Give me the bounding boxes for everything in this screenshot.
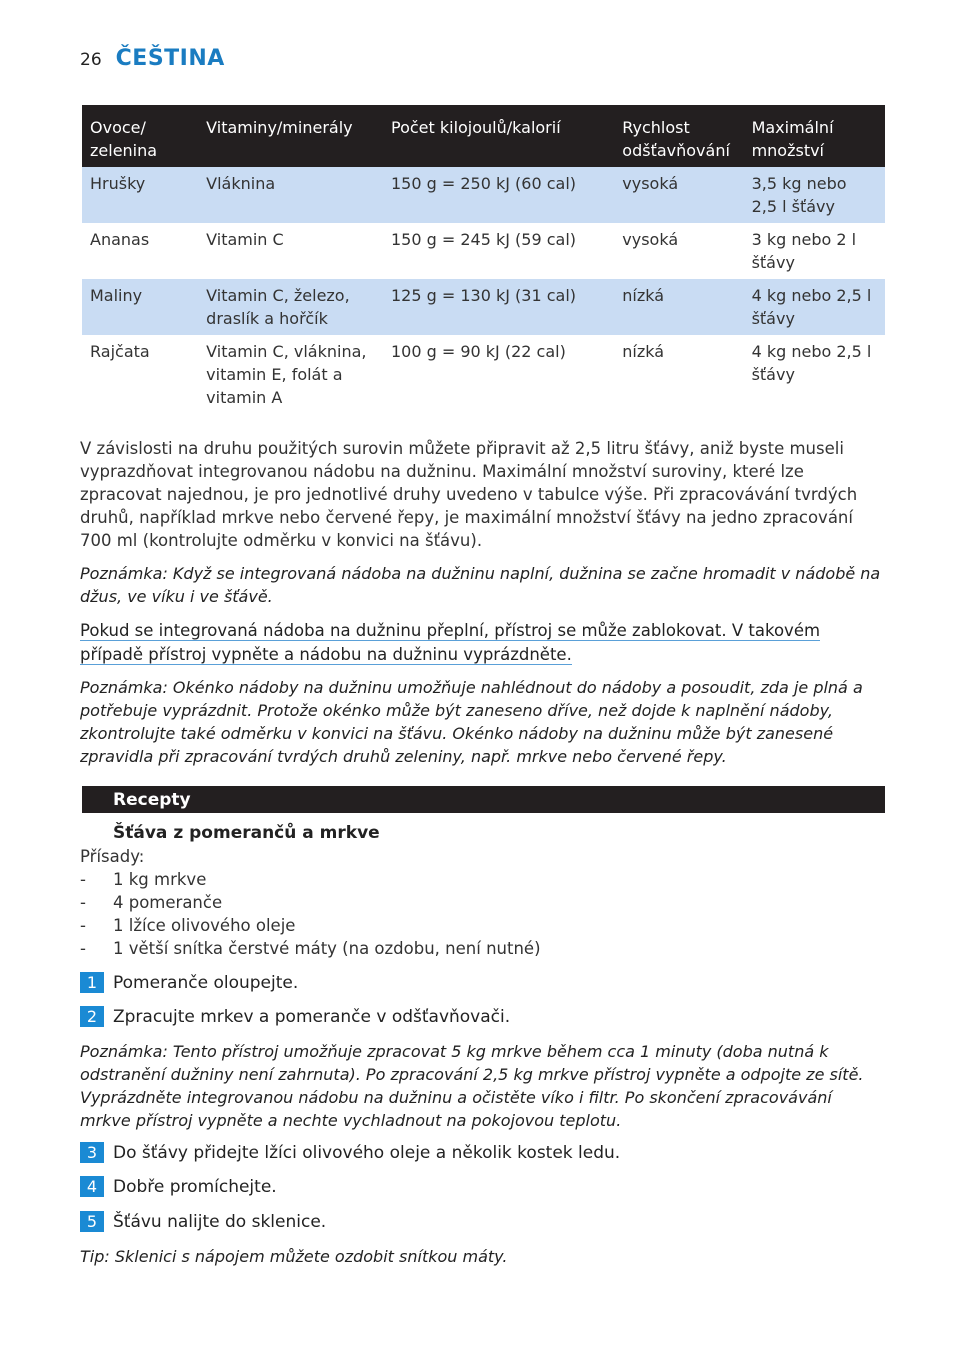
section-title: Recepty — [113, 790, 191, 810]
list-item — [80, 914, 541, 937]
step-number-badge: 2 — [80, 1006, 104, 1027]
list-item — [80, 868, 541, 891]
table-row — [82, 279, 885, 335]
table-header-row — [82, 105, 885, 167]
table-cell: 3,5 kg nebo 2,5 l šťávy — [744, 167, 885, 223]
table-cell: Hrušky — [82, 167, 198, 223]
step-2 — [80, 1006, 510, 1027]
page-header — [80, 46, 225, 71]
step-number-badge: 4 — [80, 1176, 104, 1197]
step-text: Zpracujte mrkev a pomeranče v odšťavňovači. — [113, 1006, 511, 1027]
column-header: Vitaminy/minerály — [198, 105, 383, 167]
ingredient-text: 1 kg mrkve — [113, 870, 207, 889]
list-dash: - — [80, 916, 86, 935]
list-item — [80, 891, 541, 914]
note-pulp-overflow: Poznámka: Když se integrovaná nádoba na dužninu naplní, dužnina se začne hromadit v nádobě na džus, ve víku i ve šťávě. — [80, 564, 881, 606]
table-cell: 4 kg nebo 2,5 l šťávy — [744, 279, 885, 335]
table-cell: 150 g = 250 kJ (60 cal) — [383, 167, 614, 223]
step-1 — [80, 972, 298, 993]
ingredients-list — [80, 868, 541, 960]
table-cell: 3 kg nebo 2 l šťávy — [751, 230, 857, 272]
page-number: 26 — [80, 50, 102, 70]
table-cell: Vitamin C, železo, draslík a hořčík — [198, 279, 383, 335]
table-cell: 100 g = 90 kJ (22 cal) — [390, 342, 566, 361]
table-cell: Vitamin C, vláknina, vitamin E, folát a vitamin A — [206, 342, 367, 407]
step-4 — [80, 1176, 277, 1197]
tip-text: Tip: Sklenici s nápojem můžete ozdobit snítkou máty. — [80, 1247, 508, 1266]
list-item — [80, 937, 541, 960]
nutrition-table — [82, 105, 885, 414]
warning-paragraph — [80, 619, 886, 667]
note-pulp-window: Poznámka: Okénko nádoby na dužninu umožňuje nahlédnout do nádoby a posoudit, zda je plná a potřebuje vyprázdnit. Protože okénko může být zaneseno dříve, než dojde k naplnění nádoby, zkontrolujte také odměrku v konvici na šťávu. Okénko nádoby na dužninu může být zanesené zpravidla při zpracování tvrdých druhů zeleniny, např. mrkve nebo červené řepy. — [80, 678, 863, 766]
column-header: Ovoce/ zelenina — [82, 105, 198, 167]
list-dash: - — [80, 893, 86, 912]
table-row — [82, 167, 885, 223]
language-title: ČEŠTINA — [115, 46, 225, 71]
step-number-badge: 1 — [80, 972, 104, 993]
note-carrot-processing: Poznámka: Tento přístroj umožňuje zpracovat 5 kg mrkve během cca 1 minuty (doba nutná k odstranění dužniny není zahrnuta). Po zpracování 2,5 kg mrkve přístroj vypněte a odpojte ze sítě. Vyprázdněte integrovanou nádobu na dužninu a očistěte víko i filtr. Po skončení zpracovávání mrkve přístroj vypněte a nechte vychladnout na pokojovou teplotu. — [80, 1042, 864, 1130]
table-cell: Ananas — [90, 230, 150, 249]
table-cell: 125 g = 130 kJ (31 cal) — [383, 279, 614, 335]
section-header-recipes — [82, 786, 885, 813]
table-cell: Vláknina — [198, 167, 383, 223]
ingredient-text: 1 větší snítka čerstvé máty (na ozdobu, není nutné) — [113, 939, 541, 958]
column-header: Maximální množství — [744, 105, 885, 167]
step-number-badge: 5 — [80, 1211, 104, 1232]
warning-text: Pokud se integrovaná nádoba na dužninu přeplní, přístroj se může zablokovat. V takovém případě přístroj vypněte a nádobu na dužninu vyprázdněte. — [80, 621, 821, 664]
table-cell: Maliny — [82, 279, 198, 335]
ingredients-label: Přísady: — [80, 847, 145, 866]
table-cell: 150 g = 245 kJ (59 cal) — [390, 230, 577, 249]
column-header: Počet kilojoulů/kalorií — [383, 105, 614, 167]
step-number-badge: 3 — [80, 1142, 104, 1163]
table-cell: Vitamin C — [206, 230, 284, 249]
list-dash: - — [80, 939, 86, 958]
table-row — [82, 223, 885, 279]
table-cell: Rajčata — [90, 342, 150, 361]
step-text: Šťávu nalijte do sklenice. — [113, 1211, 327, 1232]
table-row — [82, 335, 885, 414]
list-dash: - — [80, 870, 86, 889]
table-cell: nízká — [614, 279, 743, 335]
table-cell: nízká — [622, 342, 665, 361]
step-3 — [80, 1142, 620, 1163]
capacity-paragraph: V závislosti na druhu použitých surovin můžete připravit až 2,5 litru šťávy, aniž byste museli vyprazdňovat integrovanou nádobu na dužninu. Maximální množství suroviny, které lze zpracovat najednou, je pro jednotlivé druhy uvedeno v tabulce výše. Při zpracovávání tvrdých druhů, například mrkve nebo červené řepy, je maximální množství šťávy na jedno zpracování 700 ml (kontrolujte odměrku v konvici na šťávu). — [80, 439, 858, 550]
step-text: Do šťávy přidejte lžíci olivového oleje a několik kostek ledu. — [113, 1142, 621, 1163]
table-cell: 4 kg nebo 2,5 l šťávy — [751, 342, 872, 384]
table-cell: vysoká — [622, 230, 679, 249]
recipe-title: Šťáva z pomerančů a mrkve — [113, 823, 380, 843]
step-text: Dobře promíchejte. — [113, 1176, 277, 1197]
step-text: Pomeranče oloupejte. — [113, 972, 299, 993]
step-5 — [80, 1211, 326, 1232]
ingredient-text: 4 pomeranče — [113, 893, 223, 912]
column-header: Rychlost odšťavňování — [614, 105, 743, 167]
ingredient-text: 1 lžíce olivového oleje — [113, 916, 296, 935]
table-cell: vysoká — [614, 167, 743, 223]
